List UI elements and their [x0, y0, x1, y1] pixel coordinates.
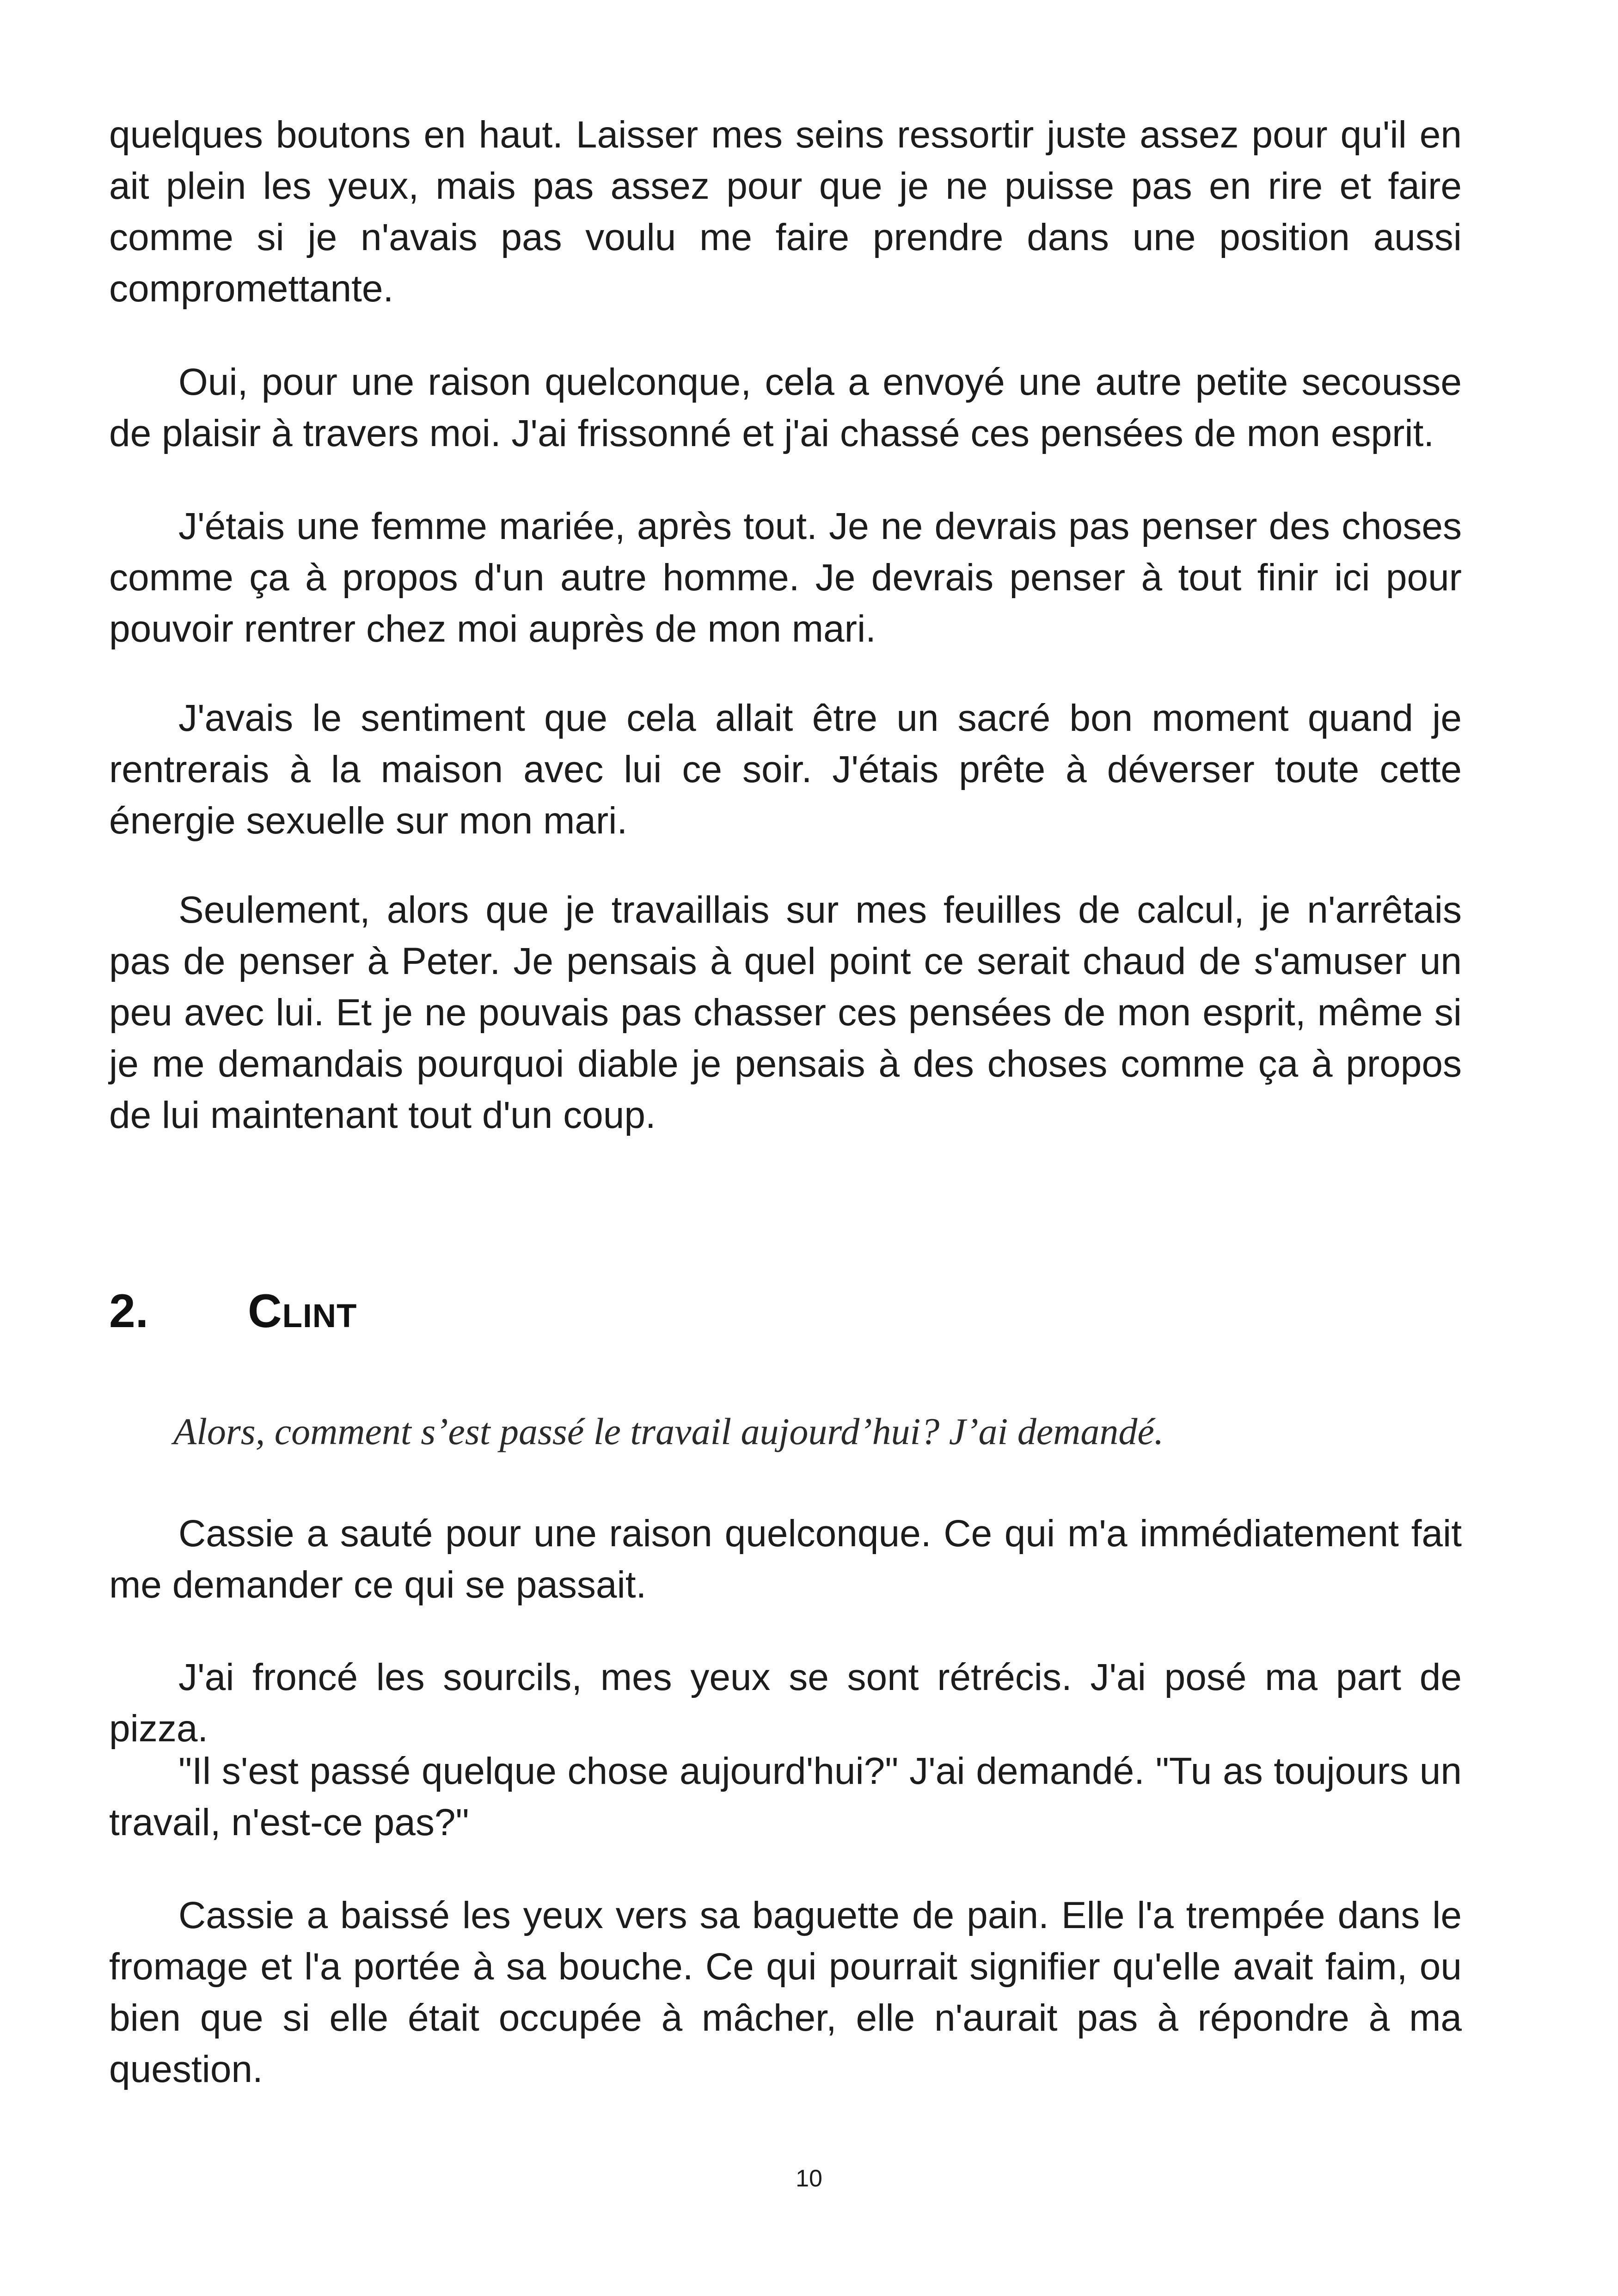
chapter-lead-line: Alors, comment s’est passé le travail aujourd’hui? J’ai demandé.: [173, 1410, 1164, 1452]
paragraph: J'avais le sentiment que cela allait être un sacré bon moment quand je rentrerais à la maison avec lui ce soir. J'étais prête à déverser toute cette énergie sexuelle sur mon mari.: [109, 697, 1462, 842]
paragraph: Seulement, alors que je travaillais sur mes feuilles de calcul, je n'arrêtais pas de penser à Peter. Je pensais à quel point ce serait chaud de s'amuser un peu avec lui. Et je ne pouvais pas chasser ces pensées de mon esprit, même si je me demandais pourquoi diable je pensais à des choses comme ça à propos de lui maintenant tout d'un coup.: [109, 889, 1462, 1136]
paragraph: Cassie a baissé les yeux vers sa baguette de pain. Elle l'a trempée dans le fromage et l'a portée à sa bouche. Ce qui pourrait signifier qu'elle avait faim, ou bien que si elle était occupée à mâcher, elle n'aurait pas à répondre à ma question.: [109, 1894, 1462, 2090]
paragraph: Cassie a sauté pour une raison quelconque. Ce qui m'a immédiatement fait me demander ce qui se passait.: [109, 1512, 1462, 1606]
chapter-heading: [109, 1276, 357, 1346]
page-number: 10: [796, 2165, 822, 2192]
paragraph: J'ai froncé les sourcils, mes yeux se sont rétrécis. J'ai posé ma part de pizza.: [109, 1656, 1462, 1750]
chapter-title: Clint: [248, 1285, 357, 1337]
paragraph: Oui, pour une raison quelconque, cela a envoyé une autre petite secousse de plaisir à travers moi. J'ai frissonné et j'ai chassé ces pensées de mon esprit.: [109, 361, 1462, 454]
paragraph-continuation: quelques boutons en haut. Laisser mes seins ressortir juste assez pour qu'il en ait plein les yeux, mais pas assez pour que je ne puisse pas en rire et faire comme si je n'avais pas voulu me faire prendre dans une position aussi compromettante.: [109, 114, 1462, 310]
paragraph: "Il s'est passé quelque chose aujourd'hui?" J'ai demandé. "Tu as toujours un travail, n'est-ce pas?": [109, 1750, 1462, 1843]
chapter-number: 2.: [109, 1285, 149, 1337]
paragraph: J'étais une femme mariée, après tout. Je ne devrais pas penser des choses comme ça à propos d'un autre homme. Je devrais penser à tout finir ici pour pouvoir rentrer chez moi auprès de mon mari.: [109, 505, 1462, 650]
